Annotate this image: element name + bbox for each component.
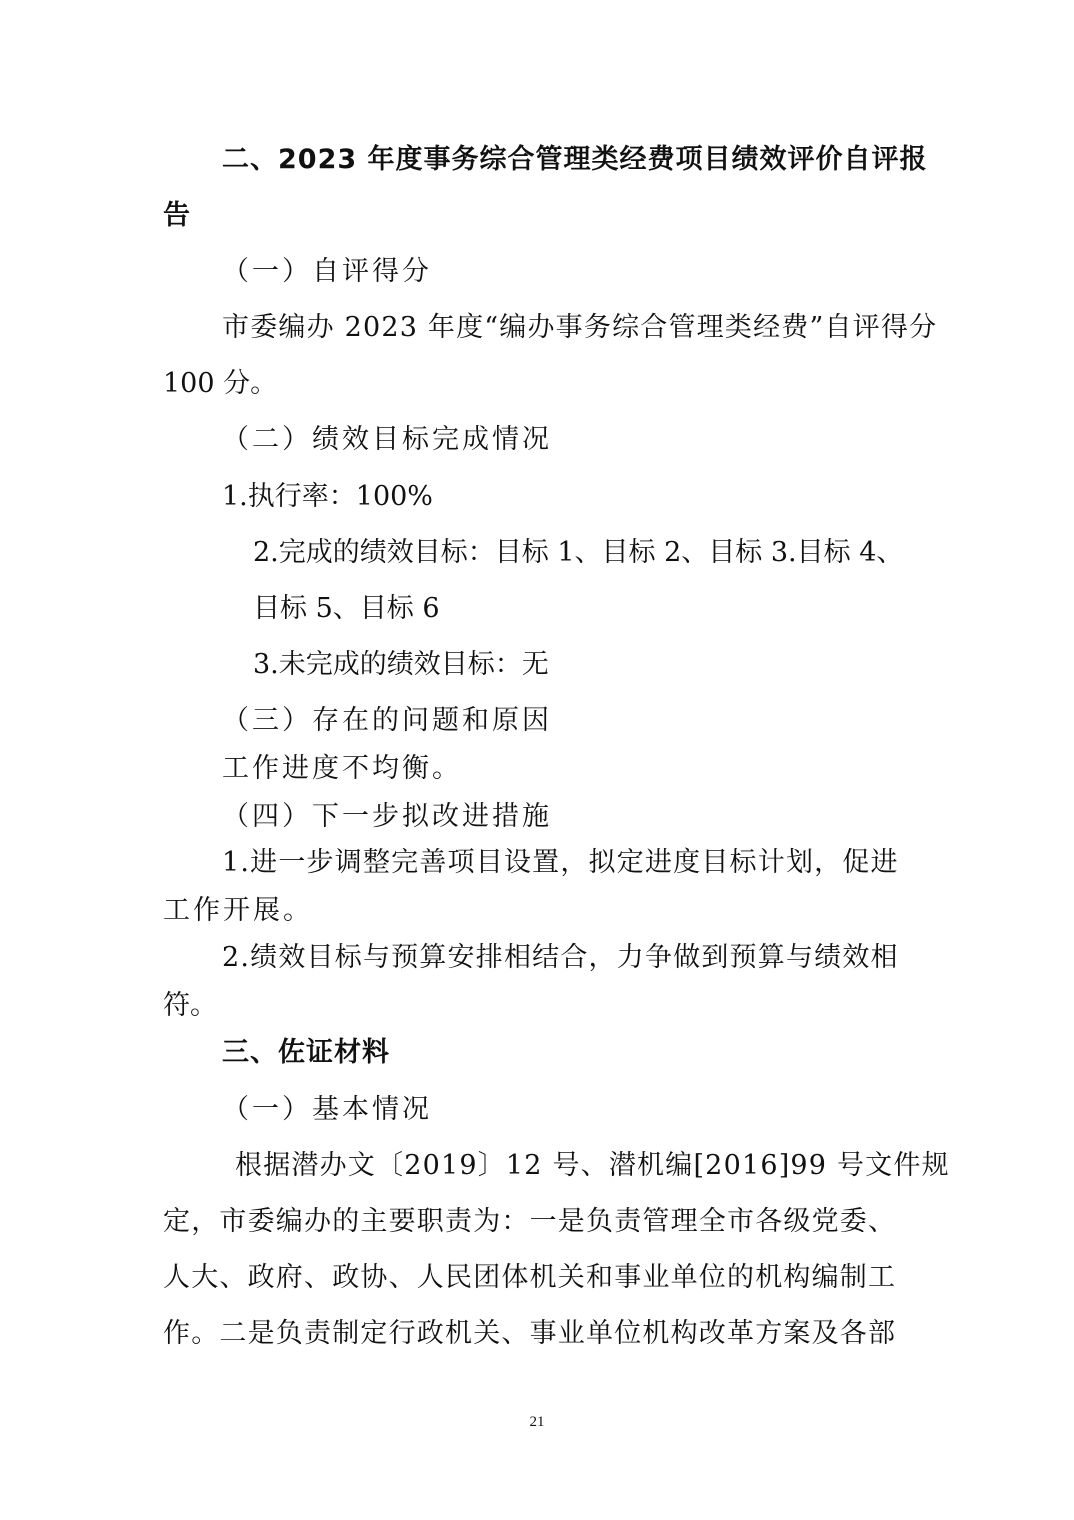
basic-text-line1: 根据潜办文〔2019〕12 号、潜机编[2016]99 号文件规 bbox=[235, 1150, 950, 1181]
section-problems-text: 工作进度不均衡。 bbox=[222, 753, 462, 784]
goals-item1: 1.执行率：100% bbox=[222, 481, 433, 512]
section-score-heading: （一）自评得分 bbox=[222, 256, 432, 287]
section-score-text-line2: 100 分。 bbox=[163, 368, 278, 399]
measures-item2-line2: 符。 bbox=[163, 990, 217, 1021]
section-measures-heading: （四）下一步拟改进措施 bbox=[222, 801, 552, 832]
basic-text-line4: 作。二是负责制定行政机关、事业单位机构改革方案及各部 bbox=[163, 1318, 897, 1349]
measures-item1-line2: 工作开展。 bbox=[163, 895, 313, 926]
main-heading-line1: 二、2023 年度事务综合管理类经费项目绩效评价自评报 bbox=[222, 144, 928, 175]
section-problems-heading: （三）存在的问题和原因 bbox=[222, 705, 552, 736]
measures-item2-line1: 2.绩效目标与预算安排相结合，力争做到预算与绩效相 bbox=[222, 942, 899, 973]
main-heading-line2: 告 bbox=[163, 200, 191, 231]
section-basic-heading: （一）基本情况 bbox=[222, 1094, 432, 1125]
goals-item3: 3.未完成的绩效目标：无 bbox=[253, 649, 549, 680]
section-goals-heading: （二）绩效目标完成情况 bbox=[222, 424, 552, 455]
goals-item2-line1: 2.完成的绩效目标：目标 1、目标 2、目标 3.目标 4、 bbox=[253, 537, 904, 568]
measures-item1-line1: 1.进一步调整完善项目设置，拟定进度目标计划，促进 bbox=[222, 847, 899, 878]
page-number: 21 bbox=[529, 1414, 545, 1430]
evidence-heading: 三、佐证材料 bbox=[222, 1037, 390, 1068]
goals-item2-line2: 目标 5、目标 6 bbox=[253, 593, 440, 624]
basic-text-line3: 人大、政府、政协、人民团体机关和事业单位的机构编制工 bbox=[163, 1262, 897, 1293]
basic-text-line2: 定，市委编办的主要职责为：一是负责管理全市各级党委、 bbox=[163, 1206, 897, 1237]
section-score-text-line1: 市委编办 2023 年度“编办事务综合管理类经费”自评得分 bbox=[222, 312, 938, 343]
